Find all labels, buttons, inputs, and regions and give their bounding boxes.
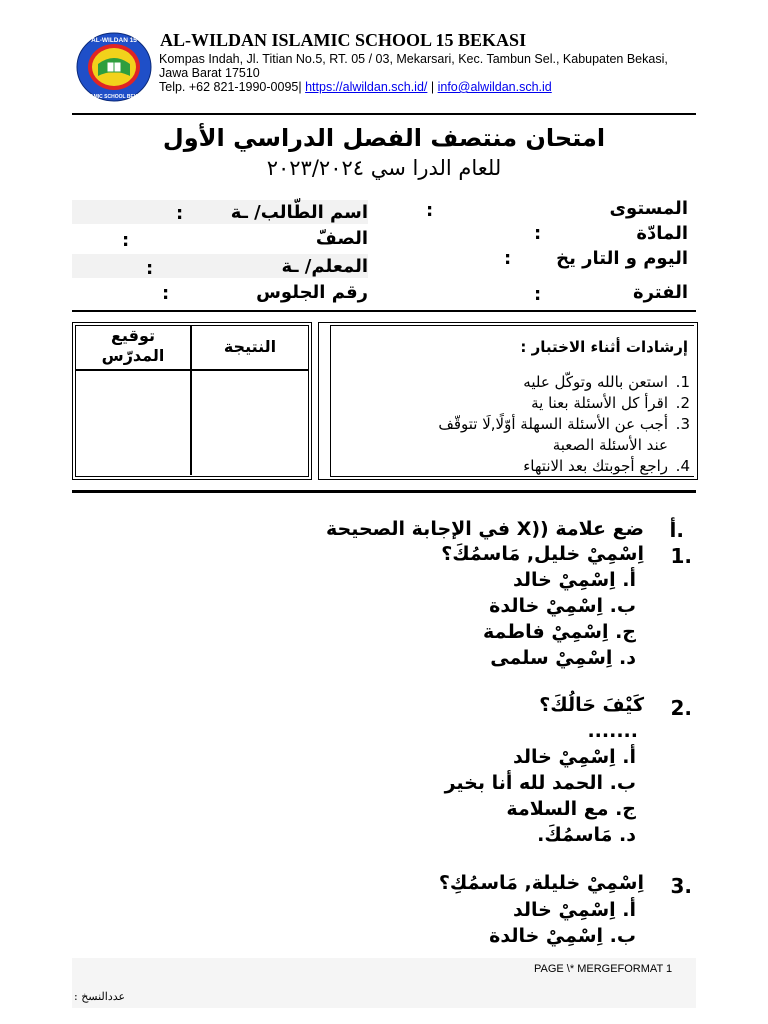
instruction-item — [350, 393, 690, 414]
answer-option[interactable]: أ. اِسْمِيْ خالد — [512, 746, 636, 768]
instruction-item — [350, 456, 690, 477]
colon-student-name: : — [176, 203, 184, 224]
label-seat-number: رقم الجلوس — [256, 282, 368, 303]
instruction-num: 4. — [675, 457, 690, 475]
header-teacher-signature: توقيع المدرّس — [101, 326, 165, 365]
answer-option[interactable]: د. اِسْمِيْ سلمى — [490, 647, 636, 669]
section-instruction: ضع علامة ((X في الإجابة الصحيحة — [326, 518, 644, 540]
instruction-item — [350, 435, 690, 456]
answer-option[interactable]: أ. اِسْمِيْ خالد — [512, 899, 636, 921]
colon-level: : — [426, 200, 434, 221]
school-address: Kompas Indah, Jl. Titian No.5, RT. 05 / 03, Mekarsari, Kec. Tambun Sel., Kabupaten Bekasi, Jawa Barat 17510 — [159, 52, 668, 80]
instructions-list — [350, 372, 690, 477]
instruction-text: راجع أجوبتك بعد الانتهاء — [523, 457, 668, 475]
instruction-text: عند الأسئلة الصعبة — [552, 436, 668, 454]
instruction-text: أجب عن الأسئلة السهلة أوّلًا,لَا تتوقّف — [438, 415, 668, 433]
label-class: الصفّ — [315, 228, 368, 249]
section-rule — [72, 490, 696, 493]
answer-option[interactable]: ب. اِسْمِيْ خالدة — [489, 595, 636, 617]
colon-period: : — [534, 284, 542, 305]
copies-count: عددالنسخ : — [74, 990, 126, 1003]
colon-teacher: : — [146, 258, 154, 279]
school-name: AL-WILDAN ISLAMIC SCHOOL 15 BEKASI — [160, 30, 527, 50]
instruction-item — [350, 414, 690, 435]
header-result: النتيجة — [223, 337, 277, 356]
answer-option[interactable]: ج. مع السلامة — [506, 798, 636, 820]
answer-option[interactable]: ج. اِسْمِيْ فاطمة — [482, 621, 636, 643]
colon-subject: : — [534, 223, 542, 244]
fields-rule — [72, 310, 696, 312]
contact-line — [159, 80, 552, 94]
question-number: 3. — [670, 874, 692, 898]
grade-table-divider — [190, 325, 192, 475]
answer-blank: ....... — [587, 720, 638, 742]
label-teacher: المعلم/ ـة — [281, 256, 368, 277]
label-student-name: اسم الطّالب/ ـة — [230, 202, 368, 223]
question-number: 1. — [670, 544, 692, 568]
instruction-num: 3. — [675, 415, 690, 433]
header-rule — [72, 113, 696, 115]
exam-title: امتحان منتصف الفصل الدراسي الأول — [162, 124, 606, 152]
instruction-text: استعن بالله وتوكّل عليه — [523, 373, 668, 391]
exam-subtitle: للعام الدرا سي ٢٠٢٣/٢٠٢٤ — [266, 156, 502, 180]
instructions-title: إرشادات أثناء الاختبار : — [520, 338, 688, 356]
colon-seat-number: : — [162, 283, 170, 304]
answer-option[interactable]: أ. اِسْمِيْ خالد — [512, 569, 636, 591]
grade-table-header-rule — [75, 369, 309, 371]
section-letter: أ. — [669, 518, 684, 542]
phone: Telp. +62 821-1990-0095| — [159, 80, 302, 94]
answer-option[interactable]: ب. اِسْمِيْ خالدة — [489, 925, 636, 947]
instruction-item — [350, 372, 690, 393]
logo-text-top: AL-WILDAN 15 — [91, 37, 137, 44]
question-text: اِسْمِيْ خليل, مَاسمُكَ؟ — [441, 543, 644, 565]
contact-separator: | — [430, 80, 435, 94]
instruction-num: 2. — [675, 394, 690, 412]
label-period: الفترة — [632, 282, 688, 303]
question-text: اِسْمِيْ خليلة, مَاسمُكِ؟ — [438, 872, 644, 894]
answer-option[interactable]: د. مَاسمُكَ. — [537, 824, 636, 846]
website-link[interactable]: https://alwildan.sch.id/ — [305, 80, 428, 94]
instruction-text: اقرأ كل الأسئلة بعنا ية — [531, 394, 668, 412]
instruction-num: 1. — [675, 373, 690, 391]
page-number-field: PAGE \* MERGEFORMAT 1 — [534, 963, 673, 975]
question-text: كَيْفَ حَالُكَ؟ — [539, 694, 644, 716]
label-subject: المادّة — [636, 223, 688, 244]
school-logo — [76, 32, 152, 102]
logo-text-bottom: ISLAMIC SCHOOL BEKASI — [82, 94, 146, 100]
colon-day-date: : — [504, 248, 512, 269]
colon-class: : — [122, 230, 130, 251]
question-number: 2. — [670, 696, 692, 720]
answer-option[interactable]: ب. الحمد لله أنا بخير — [444, 772, 636, 794]
email-link[interactable]: info@alwildan.sch.id — [437, 80, 552, 94]
label-level: المستوى — [609, 198, 688, 219]
label-day-date: اليوم و التار يخ — [556, 248, 688, 269]
